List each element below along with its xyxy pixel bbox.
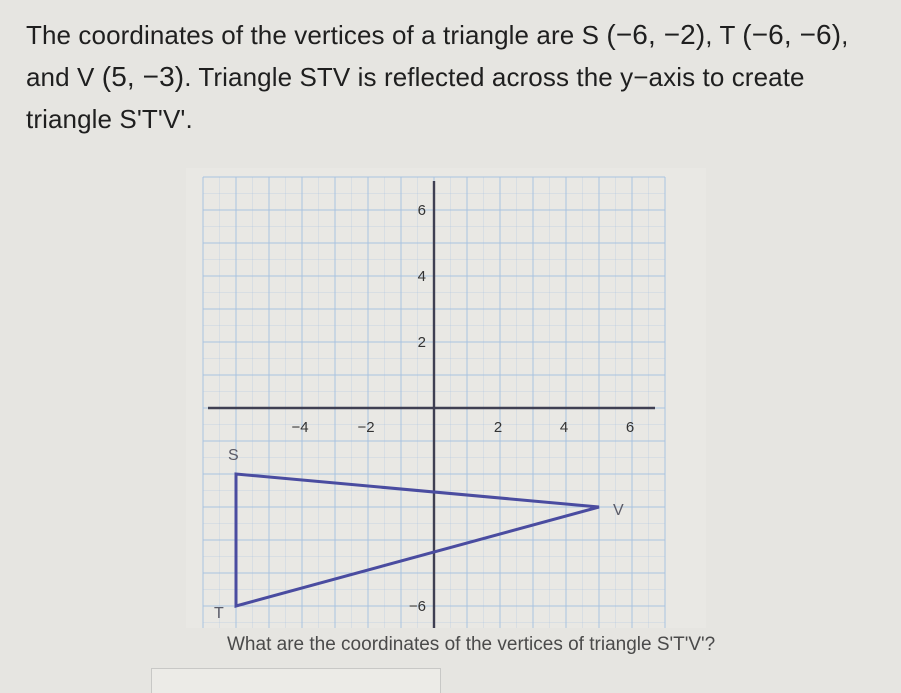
t-suffix: ,: [841, 20, 849, 50]
t-coordinates: (−6, −6): [742, 19, 842, 50]
problem-statement: [26, 14, 888, 140]
vertex-label-v: V: [613, 502, 624, 519]
y-tick-label: 6: [417, 202, 426, 219]
y-tick-label: 4: [417, 268, 426, 285]
vertex-label-s: S: [228, 447, 239, 464]
problem-line2: [26, 56, 888, 98]
y-tick-label: −6: [408, 598, 426, 615]
t-label: , T: [705, 20, 735, 50]
problem-line2-prefix: and V: [26, 62, 95, 92]
y-tick-label: 2: [417, 334, 426, 351]
problem-line3: triangle S'T'V'.: [26, 104, 193, 134]
x-tick-label: −2: [357, 419, 375, 436]
x-tick-label: 4: [559, 419, 569, 436]
x-tick-label: −4: [291, 419, 309, 436]
coordinate-grid: [186, 168, 706, 628]
v-coordinates: (5, −3): [101, 61, 185, 92]
problem-line2-suffix: . Triangle STV is reflected across the y−axis to create: [184, 62, 805, 92]
problem-line1-prefix: The coordinates of the vertices of a triangle are S: [26, 20, 600, 50]
answer-box[interactable]: [151, 668, 441, 693]
x-tick-label: 6: [625, 419, 635, 436]
x-tick-label: 2: [493, 419, 503, 436]
vertex-label-t: T: [214, 605, 224, 622]
grid-background: [186, 168, 706, 628]
s-coordinates: (−6, −2): [606, 19, 706, 50]
question-text: What are the coordinates of the vertices of triangle S'T'V'?: [227, 634, 716, 655]
